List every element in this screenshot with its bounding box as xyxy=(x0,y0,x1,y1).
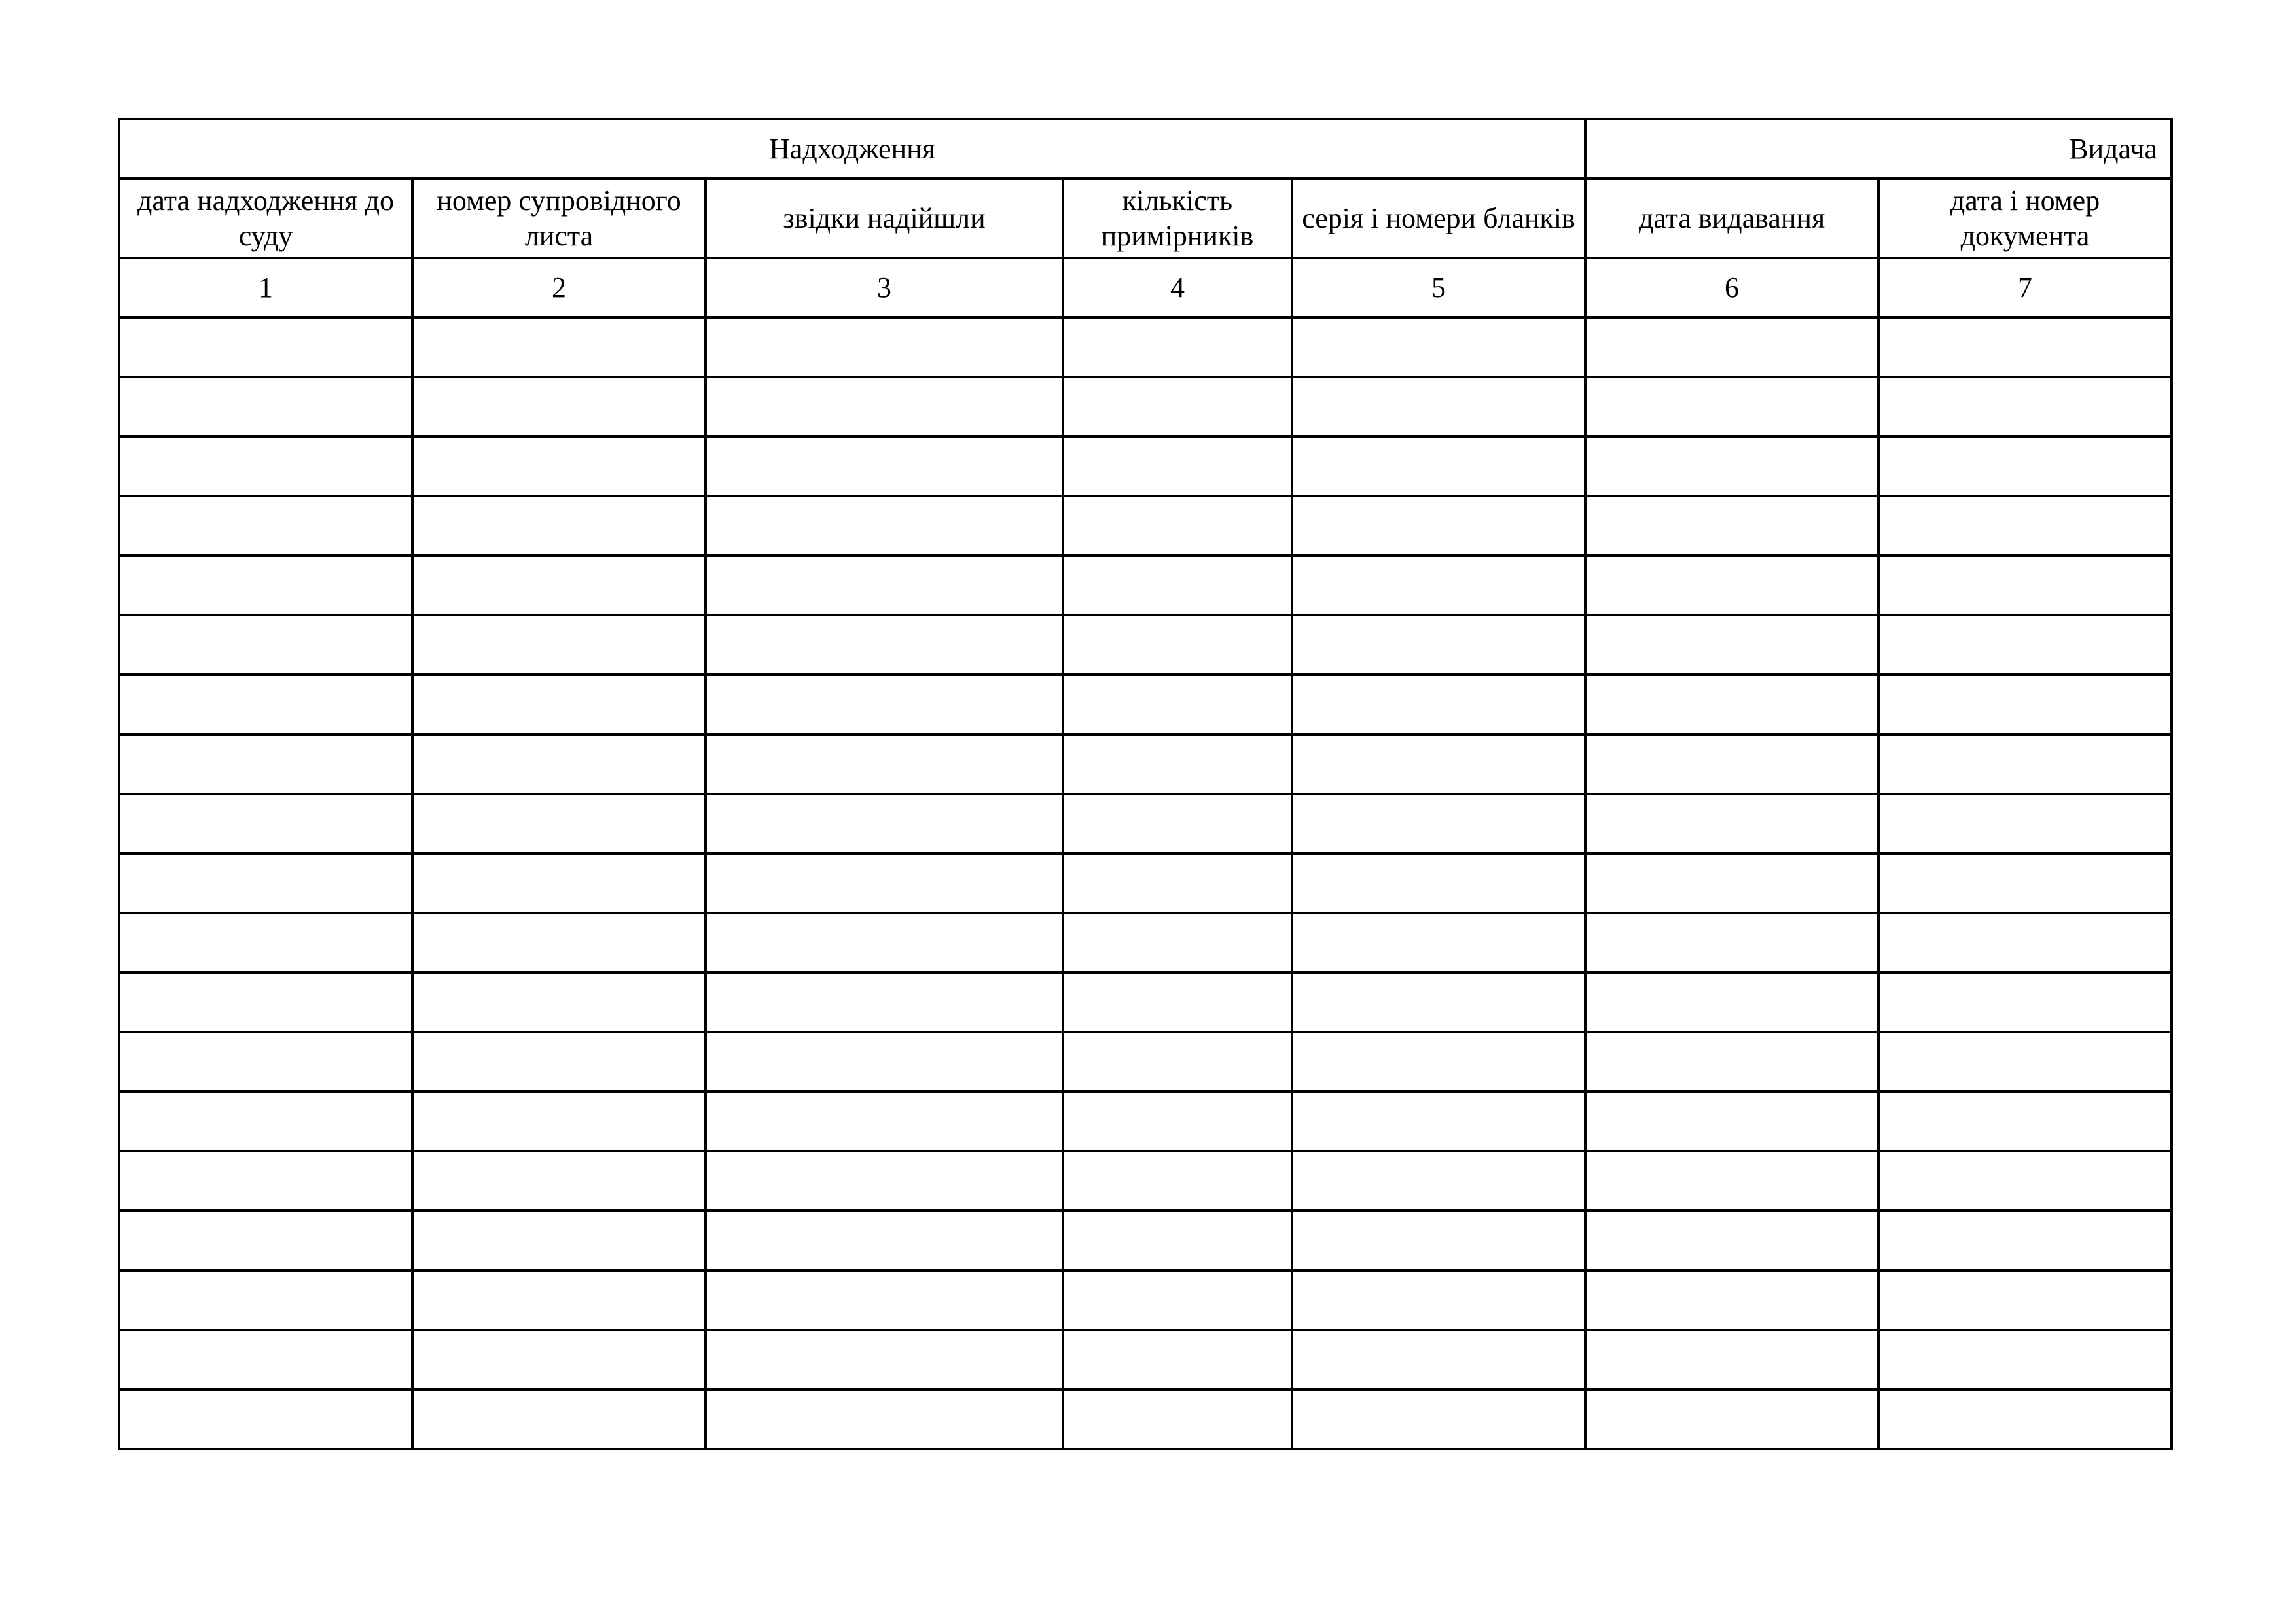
column-number: 4 xyxy=(1063,258,1292,317)
table-cell xyxy=(1878,1092,2172,1151)
table-cell xyxy=(119,972,412,1032)
table-cell xyxy=(706,496,1063,556)
table-row xyxy=(119,556,2172,615)
table-cell xyxy=(1878,496,2172,556)
table-cell xyxy=(119,317,412,377)
table-cell xyxy=(1878,377,2172,437)
table-cell xyxy=(1292,556,1585,615)
table-cell xyxy=(1292,913,1585,972)
table-cell xyxy=(1292,972,1585,1032)
table-cell xyxy=(1292,794,1585,853)
table-row xyxy=(119,853,2172,913)
table-row xyxy=(119,794,2172,853)
column-number: 2 xyxy=(412,258,706,317)
table-cell xyxy=(1063,496,1292,556)
table-cell xyxy=(1063,853,1292,913)
table-row xyxy=(119,734,2172,794)
column-number-row xyxy=(119,258,2172,317)
register-table xyxy=(118,118,2173,1450)
table-cell xyxy=(706,1330,1063,1389)
table-cell xyxy=(1292,1032,1585,1092)
table-cell xyxy=(1585,675,1878,734)
table-cell xyxy=(1292,675,1585,734)
table-cell xyxy=(1878,794,2172,853)
table-cell xyxy=(1585,734,1878,794)
table-cell xyxy=(706,556,1063,615)
table-cell xyxy=(706,1092,1063,1151)
table-cell xyxy=(119,734,412,794)
table-cell xyxy=(412,1092,706,1151)
table-cell xyxy=(706,437,1063,496)
table-cell xyxy=(1878,1211,2172,1270)
table-cell xyxy=(119,496,412,556)
table-cell xyxy=(412,1032,706,1092)
column-number: 3 xyxy=(706,258,1063,317)
table-cell xyxy=(1063,913,1292,972)
table-cell xyxy=(1585,556,1878,615)
table-cell xyxy=(119,675,412,734)
table-cell xyxy=(706,1389,1063,1449)
table-cell xyxy=(706,1270,1063,1330)
table-cell xyxy=(1585,437,1878,496)
table-cell xyxy=(412,496,706,556)
table-cell xyxy=(1878,317,2172,377)
table-cell xyxy=(1585,1032,1878,1092)
table-row xyxy=(119,675,2172,734)
group-header-issue: Видача xyxy=(1585,119,2172,179)
table-cell xyxy=(1063,377,1292,437)
table-cell xyxy=(1063,1211,1292,1270)
table-cell xyxy=(1585,1211,1878,1270)
table-cell xyxy=(1063,734,1292,794)
group-header-row xyxy=(119,119,2172,179)
table-cell xyxy=(1063,794,1292,853)
table-cell xyxy=(1878,675,2172,734)
table-row xyxy=(119,1092,2172,1151)
table-cell xyxy=(1585,317,1878,377)
table-row xyxy=(119,615,2172,675)
table-cell xyxy=(1585,615,1878,675)
table-cell xyxy=(1585,377,1878,437)
table-row xyxy=(119,1032,2172,1092)
table-cell xyxy=(1292,1151,1585,1211)
table-cell xyxy=(1878,1032,2172,1092)
table-cell xyxy=(706,615,1063,675)
table-cell xyxy=(706,734,1063,794)
table-cell xyxy=(1292,1330,1585,1389)
table-cell xyxy=(119,377,412,437)
table-cell xyxy=(1878,972,2172,1032)
table-cell xyxy=(706,913,1063,972)
table-cell xyxy=(1878,437,2172,496)
table-cell xyxy=(706,1211,1063,1270)
group-header-receipt: Надходження xyxy=(119,119,1585,179)
column-number: 7 xyxy=(1878,258,2172,317)
table-cell xyxy=(706,794,1063,853)
table-cell xyxy=(119,1330,412,1389)
table-cell xyxy=(412,377,706,437)
column-number: 5 xyxy=(1292,258,1585,317)
table-cell xyxy=(706,1151,1063,1211)
table-row xyxy=(119,437,2172,496)
table-cell xyxy=(706,675,1063,734)
table-cell xyxy=(1878,913,2172,972)
table-cell xyxy=(1063,972,1292,1032)
table-cell xyxy=(1292,853,1585,913)
table-cell xyxy=(1585,853,1878,913)
table-cell xyxy=(119,1032,412,1092)
table-cell xyxy=(1878,1330,2172,1389)
column-number: 1 xyxy=(119,258,412,317)
column-header-form-series-numbers: серія і номери бланків xyxy=(1292,179,1585,258)
table-cell xyxy=(1585,972,1878,1032)
table-cell xyxy=(119,794,412,853)
table-row xyxy=(119,1389,2172,1449)
table-cell xyxy=(119,913,412,972)
table-cell xyxy=(1585,1270,1878,1330)
table-cell xyxy=(412,1151,706,1211)
table-cell xyxy=(412,556,706,615)
table-row xyxy=(119,317,2172,377)
table-cell xyxy=(412,913,706,972)
table-cell xyxy=(1063,1151,1292,1211)
table-cell xyxy=(119,1211,412,1270)
table-cell xyxy=(119,1151,412,1211)
table-cell xyxy=(1585,1389,1878,1449)
column-header-issue-date: дата видавання xyxy=(1585,179,1878,258)
table-cell xyxy=(1063,1330,1292,1389)
table-cell xyxy=(1292,734,1585,794)
table-cell xyxy=(706,317,1063,377)
table-cell xyxy=(1292,317,1585,377)
table-cell xyxy=(1878,615,2172,675)
table-cell xyxy=(412,1330,706,1389)
table-cell xyxy=(1063,615,1292,675)
table-cell xyxy=(1878,556,2172,615)
table-cell xyxy=(706,1032,1063,1092)
table-cell xyxy=(119,615,412,675)
table-cell xyxy=(1063,675,1292,734)
table-row xyxy=(119,496,2172,556)
table-cell xyxy=(412,1211,706,1270)
table-cell xyxy=(119,1092,412,1151)
table-cell xyxy=(119,556,412,615)
table-row xyxy=(119,377,2172,437)
table-cell xyxy=(119,1270,412,1330)
table-cell xyxy=(119,853,412,913)
column-header-receipt-date: дата надходження до суду xyxy=(119,179,412,258)
table-cell xyxy=(412,675,706,734)
table-cell xyxy=(1063,1389,1292,1449)
table-cell xyxy=(412,972,706,1032)
table-cell xyxy=(1063,1270,1292,1330)
table-cell xyxy=(706,377,1063,437)
table-cell xyxy=(1878,853,2172,913)
table-cell xyxy=(1292,1211,1585,1270)
table-cell xyxy=(412,853,706,913)
table-cell xyxy=(1292,496,1585,556)
table-cell xyxy=(412,794,706,853)
table-cell xyxy=(1063,1092,1292,1151)
table-cell xyxy=(1063,317,1292,377)
table-cell xyxy=(1878,734,2172,794)
table-cell xyxy=(412,1389,706,1449)
table-cell xyxy=(1878,1270,2172,1330)
column-header-source: звідки надійшли xyxy=(706,179,1063,258)
table-row xyxy=(119,1211,2172,1270)
table-cell xyxy=(706,972,1063,1032)
table-cell xyxy=(1063,556,1292,615)
table-cell xyxy=(1292,1389,1585,1449)
table-cell xyxy=(1585,1092,1878,1151)
column-header-copies-count: кількість примірників xyxy=(1063,179,1292,258)
table-cell xyxy=(1585,913,1878,972)
column-header-cover-letter-number: номер супровідного листа xyxy=(412,179,706,258)
table-cell xyxy=(1292,615,1585,675)
table-cell xyxy=(119,1389,412,1449)
table-row xyxy=(119,1270,2172,1330)
table-cell xyxy=(412,615,706,675)
table-cell xyxy=(119,437,412,496)
table-cell xyxy=(1292,1092,1585,1151)
table-cell xyxy=(412,317,706,377)
table-cell xyxy=(1585,1330,1878,1389)
table-cell xyxy=(1292,377,1585,437)
table-cell xyxy=(1585,1151,1878,1211)
table-cell xyxy=(412,734,706,794)
table-row xyxy=(119,972,2172,1032)
table-row xyxy=(119,913,2172,972)
table-cell xyxy=(412,1270,706,1330)
table-cell xyxy=(1063,1032,1292,1092)
table-cell xyxy=(1063,437,1292,496)
table-row xyxy=(119,1330,2172,1389)
table-cell xyxy=(412,437,706,496)
table-cell xyxy=(1585,496,1878,556)
table-cell xyxy=(1878,1389,2172,1449)
column-number: 6 xyxy=(1585,258,1878,317)
column-header-document-date-number: дата і номер документа xyxy=(1878,179,2172,258)
table-cell xyxy=(1878,1151,2172,1211)
table-cell xyxy=(1292,437,1585,496)
table-cell xyxy=(706,853,1063,913)
table-cell xyxy=(1585,794,1878,853)
table-row xyxy=(119,1151,2172,1211)
table-cell xyxy=(1292,1270,1585,1330)
